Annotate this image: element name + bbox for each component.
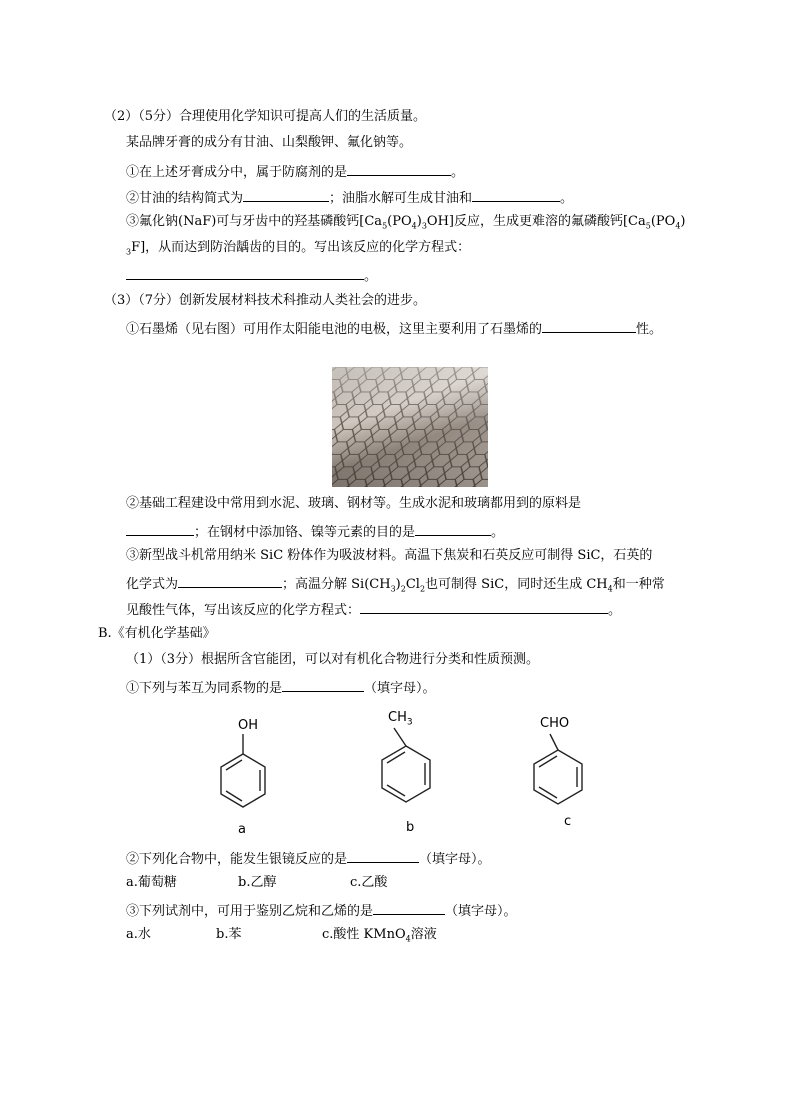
group-label: $CH_3$	[388, 710, 413, 728]
group-label: CHO	[540, 716, 570, 731]
q2-item3-answer: 。	[126, 265, 377, 286]
option-label: c	[564, 814, 572, 829]
partB-item3-options	[126, 926, 437, 949]
answer-blank[interactable]	[373, 900, 445, 915]
q2-item3-cont: $_3$F]，从而达到防治龋齿的目的。写出该反应的化学方程式：	[126, 240, 471, 257]
answer-blank[interactable]	[126, 265, 364, 280]
partB-q1-header: （1）（3分）根据所含官能团，可以对有机化合物进行分类和性质预测。	[126, 652, 540, 667]
q3-item2-cont: ；在钢材中添加铬、镍等元素的目的是 。	[126, 521, 504, 542]
answer-blank[interactable]	[415, 521, 491, 536]
answer-blank[interactable]	[347, 848, 419, 863]
q3-item2: ②基础工程建设中常用到水泥、玻璃、钢材等。生成水泥和玻璃都用到的原料是	[126, 496, 582, 511]
partB-item1: ①下列与苯互为同系物的是 （填字母）。	[126, 677, 436, 698]
option-b: b.乙醇	[238, 875, 277, 890]
benzene-ring-icon	[218, 732, 268, 816]
q3-item3-answer: 见酸性气体，写出该反应的化学方程式： 。	[126, 599, 621, 620]
q2-header: （2）（5分）合理使用化学知识可提高人们的生活质量。	[104, 109, 427, 124]
answer-blank[interactable]	[542, 318, 636, 333]
graphene-image	[332, 367, 488, 487]
partB-item2: ②下列化合物中，能发生银镜反应的是 （填字母）。	[126, 848, 491, 869]
partB-item3: ③下列试剂中，可用于鉴别乙烷和乙烯的是 （填字母）。	[126, 900, 517, 921]
q3-header: （3）（7分）创新发展材料技术科推动人类社会的进步。	[104, 293, 427, 308]
option-label: a	[238, 822, 246, 837]
answer-blank[interactable]	[360, 599, 608, 614]
answer-blank[interactable]	[347, 161, 451, 176]
q2-item3: ③氟化钠(NaF)可与牙齿中的羟基磷酸钙$[Ca_5(PO_4)_3OH]$反应，生成更难溶的氟磷酸钙[$Ca_5(PO_4)$	[126, 214, 686, 231]
option-a: a.葡萄糖	[126, 875, 177, 890]
benzene-ring-icon	[526, 730, 590, 812]
answer-blank[interactable]	[126, 521, 194, 536]
q2-item2: ②甘油的结构简式为 ；油脂水解可生成甘油和 。	[126, 187, 573, 208]
option-a: a.水	[126, 927, 151, 942]
answer-blank[interactable]	[243, 187, 329, 202]
answer-blank[interactable]	[472, 187, 560, 202]
q2-item1: ①在上述牙膏成分中，属于防腐剂的是 。	[126, 161, 464, 182]
q2-intro: 某品牌牙膏的成分有甘油、山梨酸钾、氟化钠等。	[126, 135, 413, 150]
q3-item3-cont: 化学式为 ；高温分解 $Si(CH_3)_2Cl_2$也可制得 SiC，同时还生成 $CH_4$和一种常	[126, 573, 665, 599]
option-c: c.酸性 KMnO$_4$溶液	[322, 927, 437, 944]
benzene-ring-icon	[376, 726, 436, 812]
option-b: b.苯	[216, 927, 242, 942]
partB-title: B.《有机化学基础》	[98, 626, 216, 641]
answer-blank[interactable]	[282, 677, 364, 692]
q3-item3: ③新型战斗机常用纳米 SiC 粉体作为吸波材料。高温下焦炭和石英反应可制得 SiC，石英的	[126, 548, 653, 563]
answer-blank[interactable]	[178, 573, 282, 588]
graphene-lattice-icon	[332, 367, 488, 487]
partB-item2-options	[126, 874, 387, 892]
group-label: OH	[238, 718, 259, 733]
option-label: b	[406, 820, 415, 835]
option-c: c.乙酸	[350, 875, 388, 890]
q3-item1: ①石墨烯（见右图）可用作太阳能电池的电极，这里主要利用了石墨烯的 性。	[126, 318, 662, 339]
